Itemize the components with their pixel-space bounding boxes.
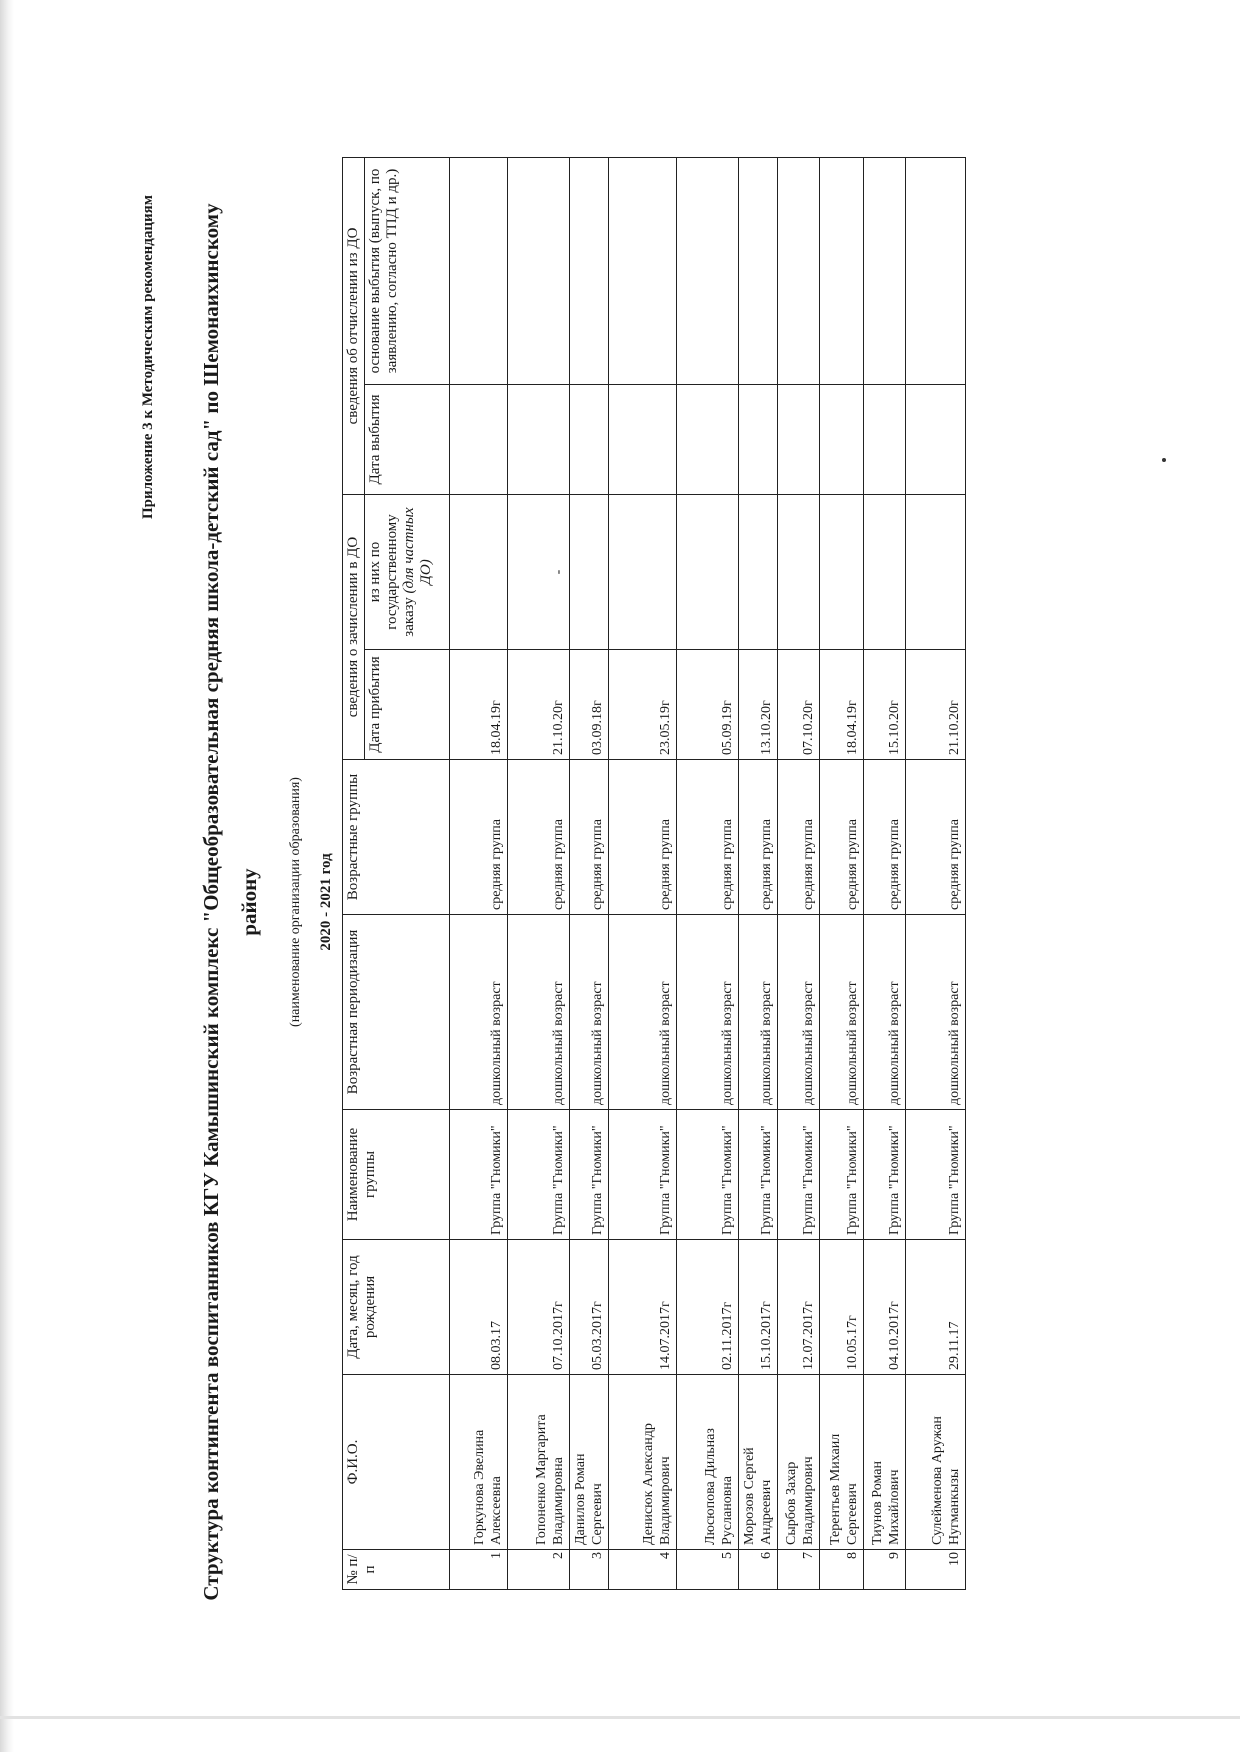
cell-period: дошкольный возраст — [739, 915, 778, 1110]
cell-num: 4 — [609, 1550, 677, 1590]
cell-state — [570, 494, 609, 649]
cell-period: дошкольный возраст — [677, 915, 739, 1110]
fio-surname-name: Гопоненко Маргарита — [534, 1414, 549, 1545]
cell-arrival: 15.10.20г — [864, 650, 906, 760]
cell-state — [864, 494, 906, 649]
cell-leave-reason — [677, 157, 739, 384]
col-header-enroll-date: Дата прибытия — [365, 650, 450, 760]
cell-num: 1 — [450, 1550, 508, 1590]
fio-surname-name: Терентьев Михаил — [828, 1433, 843, 1545]
cell-state — [778, 494, 820, 649]
fio-patronymic: Нугманкызы — [947, 1468, 962, 1545]
cell-num: 3 — [570, 1550, 609, 1590]
cell-agegroup: средняя группа — [570, 760, 609, 915]
col-header-enroll-state — [365, 494, 450, 649]
table-row — [739, 157, 778, 1589]
cell-period: дошкольный возраст — [609, 915, 677, 1110]
cell-arrival: 21.10.20г — [508, 650, 570, 760]
cell-leave-date — [778, 384, 820, 494]
cell-fio — [906, 1375, 966, 1550]
table-row — [450, 157, 508, 1589]
col-header-enroll: сведения о зачислении в ДО — [343, 494, 365, 759]
cell-fio — [677, 1375, 739, 1550]
col-header-fio: Ф.И.О. — [343, 1375, 450, 1550]
document-title — [192, 202, 268, 1602]
fio-patronymic: Андреевич — [759, 1479, 774, 1545]
cell-fio — [450, 1375, 508, 1550]
col-header-group-name: Наименование группы — [343, 1110, 450, 1240]
fio-patronymic: Алексеевна — [489, 1476, 504, 1545]
cell-birth: 12.07.2017г — [778, 1240, 820, 1375]
cell-num: 7 — [778, 1550, 820, 1590]
fio-patronymic: Владимировна — [551, 1457, 566, 1545]
cell-birth: 29.11.17 — [906, 1240, 966, 1375]
cell-leave-date — [570, 384, 609, 494]
table-row — [508, 157, 570, 1589]
fio-surname-name: Люсюпова Дильназ — [703, 1428, 718, 1545]
cell-leave-date — [864, 384, 906, 494]
cell-agegroup: средняя группа — [508, 760, 570, 915]
cell-period: дошкольный возраст — [820, 915, 864, 1110]
cell-agegroup: средняя группа — [450, 760, 508, 915]
cell-arrival: 07.10.20г — [778, 650, 820, 760]
cell-group: Группа "Гномики" — [739, 1110, 778, 1240]
cell-num: 6 — [739, 1550, 778, 1590]
table-body — [450, 157, 966, 1589]
cell-period: дошкольный возраст — [570, 915, 609, 1110]
col-header-leave: сведения об отчислении из ДО — [343, 157, 365, 494]
cell-birth: 07.10.2017г — [508, 1240, 570, 1375]
cell-group: Группа "Гномики" — [570, 1110, 609, 1240]
cell-leave-date — [508, 384, 570, 494]
cell-agegroup: средняя группа — [778, 760, 820, 915]
col-header-leave-date: Дата выбытия — [365, 384, 450, 494]
cell-period: дошкольный возраст — [864, 915, 906, 1110]
cell-fio — [820, 1375, 864, 1550]
cell-agegroup: средняя группа — [609, 760, 677, 915]
cell-agegroup: средняя группа — [739, 760, 778, 915]
enroll-state-label: из них по государственному заказу — [367, 514, 417, 637]
cell-num: 9 — [864, 1550, 906, 1590]
fio-surname-name: Морозов Сергей — [742, 1447, 757, 1545]
cell-leave-date — [906, 384, 966, 494]
cell-group: Группа "Гномики" — [508, 1110, 570, 1240]
cell-leave-date — [677, 384, 739, 494]
cell-arrival: 05.09.19г — [677, 650, 739, 760]
cell-group: Группа "Гномики" — [906, 1110, 966, 1240]
cell-period: дошкольный возраст — [450, 915, 508, 1110]
fio-surname-name: Данилов Роман — [573, 1453, 588, 1545]
cell-fio — [864, 1375, 906, 1550]
cell-leave-reason — [739, 157, 778, 384]
cell-leave-reason — [450, 157, 508, 384]
cell-leave-reason — [570, 157, 609, 384]
fio-patronymic: Михайлович — [887, 1469, 902, 1545]
enroll-state-note: (для частных ДО) — [401, 507, 434, 594]
col-header-age-groups: Возрастные группы — [343, 760, 450, 915]
cell-birth: 05.03.2017г — [570, 1240, 609, 1375]
cell-group: Группа "Гномики" — [450, 1110, 508, 1240]
cell-arrival: 03.09.18г — [570, 650, 609, 760]
cell-group: Группа "Гномики" — [820, 1110, 864, 1240]
cell-leave-reason — [906, 157, 966, 384]
cell-group: Группа "Гномики" — [609, 1110, 677, 1240]
fio-patronymic: Владимирович — [658, 1456, 673, 1545]
cell-state — [609, 494, 677, 649]
cell-group: Группа "Гномики" — [677, 1110, 739, 1240]
fio-patronymic: Сергеевич — [590, 1483, 605, 1545]
cell-state — [677, 494, 739, 649]
cell-state: - — [508, 494, 570, 649]
academic-year: 2020 - 2021 год — [318, 853, 334, 951]
cell-fio — [609, 1375, 677, 1550]
cell-num: 8 — [820, 1550, 864, 1590]
fio-surname-name: Тиунов Роман — [870, 1461, 885, 1545]
cell-arrival: 23.05.19г — [609, 650, 677, 760]
cell-arrival: 18.04.19г — [820, 650, 864, 760]
cell-period: дошкольный возраст — [906, 915, 966, 1110]
cell-num: 2 — [508, 1550, 570, 1590]
cell-birth: 08.03.17 — [450, 1240, 508, 1375]
cell-state — [450, 494, 508, 649]
cell-state — [820, 494, 864, 649]
fio-surname-name: Горкунова Эвелина — [472, 1429, 487, 1545]
fio-patronymic: Руслановна — [720, 1475, 735, 1545]
cell-leave-reason — [778, 157, 820, 384]
cell-group: Группа "Гномики" — [864, 1110, 906, 1240]
appendix-note: Приложение 3 к Методическим рекомендациям — [140, 195, 156, 520]
cell-leave-reason — [609, 157, 677, 384]
fio-surname-name: Сулейменова Аружан — [930, 1416, 945, 1545]
contingent-table — [342, 157, 966, 1590]
fio-surname-name: Денисюк Александр — [641, 1423, 656, 1545]
col-header-num: № п/п — [343, 1550, 450, 1590]
cell-birth: 10.05.17г — [820, 1240, 864, 1375]
cell-leave-date — [739, 384, 778, 494]
table-row — [906, 157, 966, 1589]
cell-agegroup: средняя группа — [864, 760, 906, 915]
cell-agegroup: средняя группа — [820, 760, 864, 915]
cell-birth: 02.11.2017г — [677, 1240, 739, 1375]
cell-num: 10 — [906, 1550, 966, 1590]
title-line-1: Структура контингента воспитанников КГУ Камышинский комплекс "Общеобразовательная средняя школа-детский сад" по Шемонаихинскому — [199, 203, 223, 1601]
cell-num: 5 — [677, 1550, 739, 1590]
table-row — [820, 157, 864, 1589]
table-row — [677, 157, 739, 1589]
cell-agegroup: средняя группа — [906, 760, 966, 915]
fio-patronymic: Сергеевич — [845, 1483, 860, 1545]
title-line-2: району — [237, 868, 261, 936]
col-header-birth: Дата, месяц, год рождения — [343, 1240, 450, 1375]
cell-state — [739, 494, 778, 649]
table-row — [609, 157, 677, 1589]
cell-leave-reason — [864, 157, 906, 384]
cell-leave-date — [820, 384, 864, 494]
cell-state — [906, 494, 966, 649]
organization-caption: (наименование организации образования) — [288, 777, 303, 1027]
cell-fio — [739, 1375, 778, 1550]
table-row — [570, 157, 609, 1589]
cell-fio — [570, 1375, 609, 1550]
cell-fio — [778, 1375, 820, 1550]
cell-leave-reason — [820, 157, 864, 384]
cell-birth: 14.07.2017г — [609, 1240, 677, 1375]
cell-arrival: 18.04.19г — [450, 650, 508, 760]
cell-agegroup: средняя группа — [677, 760, 739, 915]
cell-group: Группа "Гномики" — [778, 1110, 820, 1240]
cell-leave-reason — [508, 157, 570, 384]
table-row — [864, 157, 906, 1589]
cell-fio — [508, 1375, 570, 1550]
cell-arrival: 13.10.20г — [739, 650, 778, 760]
col-header-age-period: Возрастная периодизация — [343, 915, 450, 1110]
scan-speck — [1162, 458, 1166, 462]
cell-birth: 04.10.2017г — [864, 1240, 906, 1375]
fio-patronymic: Владимирович — [801, 1456, 816, 1545]
table-row — [778, 157, 820, 1589]
cell-period: дошкольный возраст — [508, 915, 570, 1110]
cell-arrival: 21.10.20г — [906, 650, 966, 760]
cell-birth: 15.10.2017г — [739, 1240, 778, 1375]
cell-period: дошкольный возраст — [778, 915, 820, 1110]
cell-leave-date — [609, 384, 677, 494]
cell-leave-date — [450, 384, 508, 494]
fio-surname-name: Сырбов Захар — [784, 1461, 799, 1545]
col-header-leave-reason: основание выбытия (выпуск, по заявлению, согласно ТПД и др.) — [365, 157, 450, 384]
